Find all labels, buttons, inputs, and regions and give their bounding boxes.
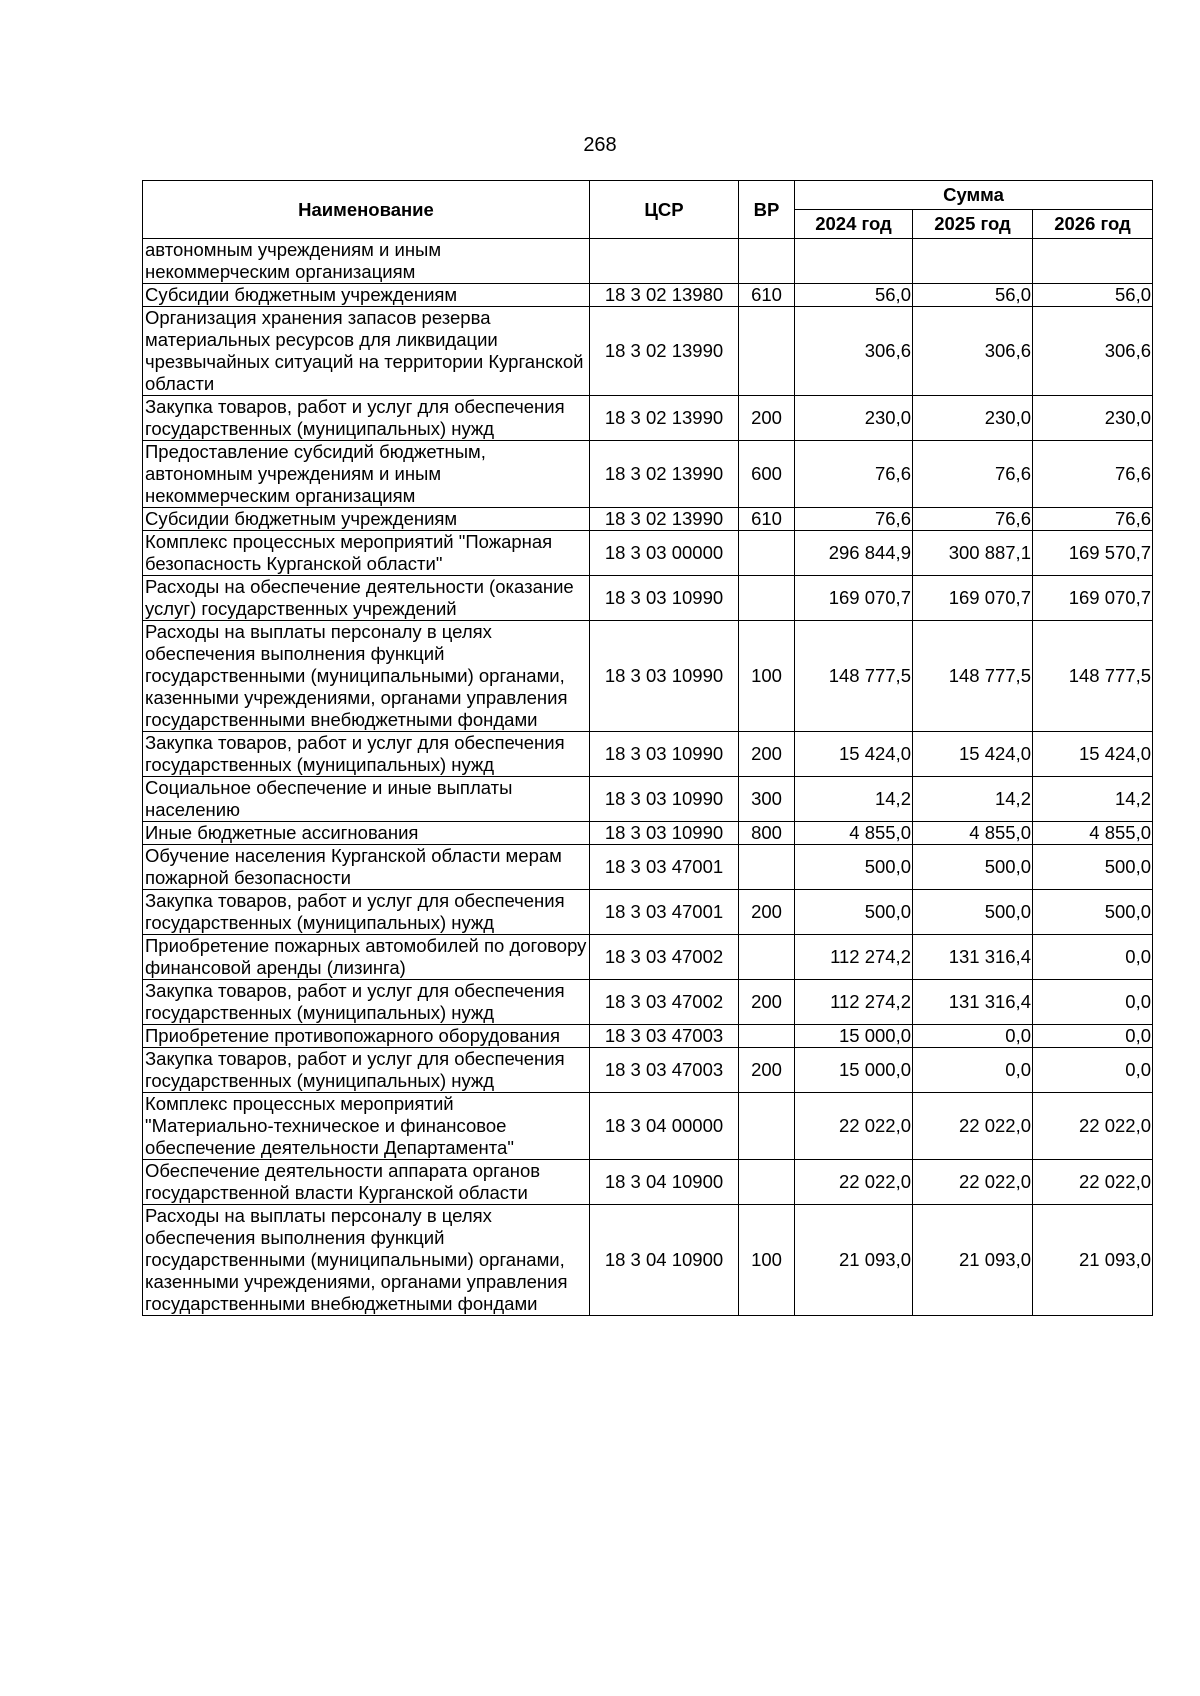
cell-y2024: 112 274,2 <box>795 980 913 1025</box>
cell-y2026 <box>1033 239 1153 284</box>
cell-vr: 200 <box>739 980 795 1025</box>
cell-y2026: 21 093,0 <box>1033 1205 1153 1316</box>
cell-y2025: 0,0 <box>913 1025 1033 1048</box>
cell-csr <box>590 239 739 284</box>
cell-y2026: 148 777,5 <box>1033 621 1153 732</box>
cell-y2026: 169 570,7 <box>1033 531 1153 576</box>
cell-vr <box>739 531 795 576</box>
cell-vr <box>739 1025 795 1048</box>
cell-vr: 300 <box>739 777 795 822</box>
cell-y2026: 230,0 <box>1033 396 1153 441</box>
cell-name: Комплекс процессных мероприятий "Пожарная безопасность Курганской области" <box>143 531 590 576</box>
cell-name: Приобретение пожарных автомобилей по договору финансовой аренды (лизинга) <box>143 935 590 980</box>
table-row <box>143 531 1153 576</box>
cell-vr <box>739 239 795 284</box>
cell-csr: 18 3 03 47003 <box>590 1048 739 1093</box>
cell-csr: 18 3 03 10990 <box>590 576 739 621</box>
cell-name: Расходы на выплаты персоналу в целях обеспечения выполнения функций государственными (муниципальными) органами, казенными учреждениями, органами управления государственными внебюджетными фондами <box>143 1205 590 1316</box>
cell-y2025: 15 424,0 <box>913 732 1033 777</box>
cell-y2025: 500,0 <box>913 845 1033 890</box>
cell-y2025: 148 777,5 <box>913 621 1033 732</box>
cell-y2024 <box>795 239 913 284</box>
cell-y2026: 169 070,7 <box>1033 576 1153 621</box>
cell-csr: 18 3 04 10900 <box>590 1160 739 1205</box>
table-row <box>143 822 1153 845</box>
cell-y2026: 0,0 <box>1033 935 1153 980</box>
cell-vr: 200 <box>739 396 795 441</box>
cell-y2024: 56,0 <box>795 284 913 307</box>
cell-name: Субсидии бюджетным учреждениям <box>143 284 590 307</box>
cell-vr: 200 <box>739 732 795 777</box>
cell-name: Организация хранения запасов резерва материальных ресурсов для ликвидации чрезвычайных ситуаций на территории Курганской области <box>143 307 590 396</box>
cell-y2026: 4 855,0 <box>1033 822 1153 845</box>
cell-name: Закупка товаров, работ и услуг для обеспечения государственных (муниципальных) нужд <box>143 732 590 777</box>
cell-name: Закупка товаров, работ и услуг для обеспечения государственных (муниципальных) нужд <box>143 1048 590 1093</box>
cell-csr: 18 3 03 10990 <box>590 732 739 777</box>
page-number: 268 <box>583 134 617 156</box>
cell-y2026: 22 022,0 <box>1033 1093 1153 1160</box>
table-row <box>143 1025 1153 1048</box>
cell-y2025: 306,6 <box>913 307 1033 396</box>
header-year-2026: 2026 год <box>1033 210 1153 239</box>
table-row <box>143 441 1153 508</box>
cell-y2025: 131 316,4 <box>913 980 1033 1025</box>
cell-y2025: 4 855,0 <box>913 822 1033 845</box>
cell-y2025: 300 887,1 <box>913 531 1033 576</box>
cell-vr: 600 <box>739 441 795 508</box>
cell-vr: 100 <box>739 1205 795 1316</box>
table-row <box>143 1048 1153 1093</box>
cell-csr: 18 3 03 00000 <box>590 531 739 576</box>
cell-y2024: 169 070,7 <box>795 576 913 621</box>
cell-vr: 200 <box>739 890 795 935</box>
cell-y2026: 0,0 <box>1033 1048 1153 1093</box>
cell-vr <box>739 845 795 890</box>
cell-y2024: 500,0 <box>795 845 913 890</box>
cell-y2025: 56,0 <box>913 284 1033 307</box>
cell-name: Приобретение противопожарного оборудования <box>143 1025 590 1048</box>
cell-y2025: 76,6 <box>913 508 1033 531</box>
table-body <box>143 239 1153 1316</box>
cell-vr: 200 <box>739 1048 795 1093</box>
cell-y2024: 15 424,0 <box>795 732 913 777</box>
cell-y2026: 15 424,0 <box>1033 732 1153 777</box>
header-vr: ВР <box>739 181 795 239</box>
cell-y2026: 500,0 <box>1033 845 1153 890</box>
cell-y2026: 500,0 <box>1033 890 1153 935</box>
cell-name: Комплекс процессных мероприятий "Материально-техническое и финансовое обеспечение деятельности Департамента" <box>143 1093 590 1160</box>
header-sum: Сумма <box>795 181 1153 210</box>
table-row <box>143 1205 1153 1316</box>
cell-vr <box>739 1160 795 1205</box>
header-name: Наименование <box>143 181 590 239</box>
table-row <box>143 307 1153 396</box>
header-year-2025: 2025 год <box>913 210 1033 239</box>
cell-vr: 610 <box>739 284 795 307</box>
cell-csr: 18 3 02 13990 <box>590 307 739 396</box>
cell-name: Иные бюджетные ассигнования <box>143 822 590 845</box>
cell-y2024: 14,2 <box>795 777 913 822</box>
cell-y2024: 76,6 <box>795 441 913 508</box>
cell-y2024: 306,6 <box>795 307 913 396</box>
cell-y2026: 76,6 <box>1033 508 1153 531</box>
cell-csr: 18 3 03 47002 <box>590 980 739 1025</box>
cell-name: Закупка товаров, работ и услуг для обеспечения государственных (муниципальных) нужд <box>143 396 590 441</box>
cell-csr: 18 3 03 47002 <box>590 935 739 980</box>
cell-y2026: 14,2 <box>1033 777 1153 822</box>
cell-y2024: 21 093,0 <box>795 1205 913 1316</box>
cell-y2025: 500,0 <box>913 890 1033 935</box>
cell-y2025: 0,0 <box>913 1048 1033 1093</box>
cell-y2024: 296 844,9 <box>795 531 913 576</box>
cell-y2024: 500,0 <box>795 890 913 935</box>
cell-y2024: 4 855,0 <box>795 822 913 845</box>
cell-y2024: 22 022,0 <box>795 1160 913 1205</box>
cell-y2025: 76,6 <box>913 441 1033 508</box>
cell-y2025: 22 022,0 <box>913 1093 1033 1160</box>
table-row <box>143 890 1153 935</box>
cell-y2024: 76,6 <box>795 508 913 531</box>
table-row <box>143 508 1153 531</box>
cell-y2026: 0,0 <box>1033 1025 1153 1048</box>
cell-y2025: 131 316,4 <box>913 935 1033 980</box>
cell-y2024: 22 022,0 <box>795 1093 913 1160</box>
cell-y2025: 21 093,0 <box>913 1205 1033 1316</box>
cell-name: Социальное обеспечение и иные выплаты населению <box>143 777 590 822</box>
cell-csr: 18 3 03 10990 <box>590 621 739 732</box>
cell-name: Предоставление субсидий бюджетным, автономным учреждениям и иным некоммерческим организациям <box>143 441 590 508</box>
cell-name: Расходы на выплаты персоналу в целях обеспечения выполнения функций государственными (муниципальными) органами, казенными учреждениями, органами управления государственными внебюджетными фондами <box>143 621 590 732</box>
cell-vr: 610 <box>739 508 795 531</box>
cell-name: автономным учреждениям и иным некоммерческим организациям <box>143 239 590 284</box>
cell-vr: 100 <box>739 621 795 732</box>
cell-name: Обеспечение деятельности аппарата органов государственной власти Курганской области <box>143 1160 590 1205</box>
cell-csr: 18 3 04 10900 <box>590 1205 739 1316</box>
table-row <box>143 1093 1153 1160</box>
table-row <box>143 396 1153 441</box>
table-row <box>143 621 1153 732</box>
cell-y2024: 230,0 <box>795 396 913 441</box>
header-csr: ЦСР <box>590 181 739 239</box>
cell-name: Расходы на обеспечение деятельности (оказание услуг) государственных учреждений <box>143 576 590 621</box>
cell-y2026: 56,0 <box>1033 284 1153 307</box>
cell-y2026: 0,0 <box>1033 980 1153 1025</box>
cell-y2024: 148 777,5 <box>795 621 913 732</box>
cell-vr <box>739 935 795 980</box>
cell-csr: 18 3 03 47001 <box>590 890 739 935</box>
table-row <box>143 935 1153 980</box>
cell-name: Закупка товаров, работ и услуг для обеспечения государственных (муниципальных) нужд <box>143 890 590 935</box>
cell-csr: 18 3 04 00000 <box>590 1093 739 1160</box>
table-row <box>143 1160 1153 1205</box>
cell-csr: 18 3 03 47003 <box>590 1025 739 1048</box>
header-year-2024: 2024 год <box>795 210 913 239</box>
cell-vr <box>739 576 795 621</box>
budget-table <box>142 180 1153 1316</box>
cell-y2025: 22 022,0 <box>913 1160 1033 1205</box>
cell-csr: 18 3 02 13980 <box>590 284 739 307</box>
cell-name: Закупка товаров, работ и услуг для обеспечения государственных (муниципальных) нужд <box>143 980 590 1025</box>
cell-name: Субсидии бюджетным учреждениям <box>143 508 590 531</box>
cell-y2024: 15 000,0 <box>795 1025 913 1048</box>
table-row <box>143 777 1153 822</box>
cell-vr <box>739 1093 795 1160</box>
cell-y2024: 112 274,2 <box>795 935 913 980</box>
header-row <box>143 181 1153 210</box>
cell-y2025 <box>913 239 1033 284</box>
cell-vr <box>739 307 795 396</box>
cell-y2026: 306,6 <box>1033 307 1153 396</box>
table-row <box>143 239 1153 284</box>
table-row <box>143 980 1153 1025</box>
cell-name: Обучение населения Курганской области мерам пожарной безопасности <box>143 845 590 890</box>
cell-y2025: 230,0 <box>913 396 1033 441</box>
cell-csr: 18 3 02 13990 <box>590 508 739 531</box>
cell-csr: 18 3 03 10990 <box>590 777 739 822</box>
cell-csr: 18 3 03 47001 <box>590 845 739 890</box>
cell-y2026: 22 022,0 <box>1033 1160 1153 1205</box>
cell-y2025: 14,2 <box>913 777 1033 822</box>
cell-csr: 18 3 02 13990 <box>590 396 739 441</box>
cell-y2025: 169 070,7 <box>913 576 1033 621</box>
table-row <box>143 284 1153 307</box>
cell-csr: 18 3 02 13990 <box>590 441 739 508</box>
table-row <box>143 845 1153 890</box>
cell-csr: 18 3 03 10990 <box>590 822 739 845</box>
table-row <box>143 732 1153 777</box>
table-row <box>143 576 1153 621</box>
cell-y2024: 15 000,0 <box>795 1048 913 1093</box>
cell-y2026: 76,6 <box>1033 441 1153 508</box>
cell-vr: 800 <box>739 822 795 845</box>
